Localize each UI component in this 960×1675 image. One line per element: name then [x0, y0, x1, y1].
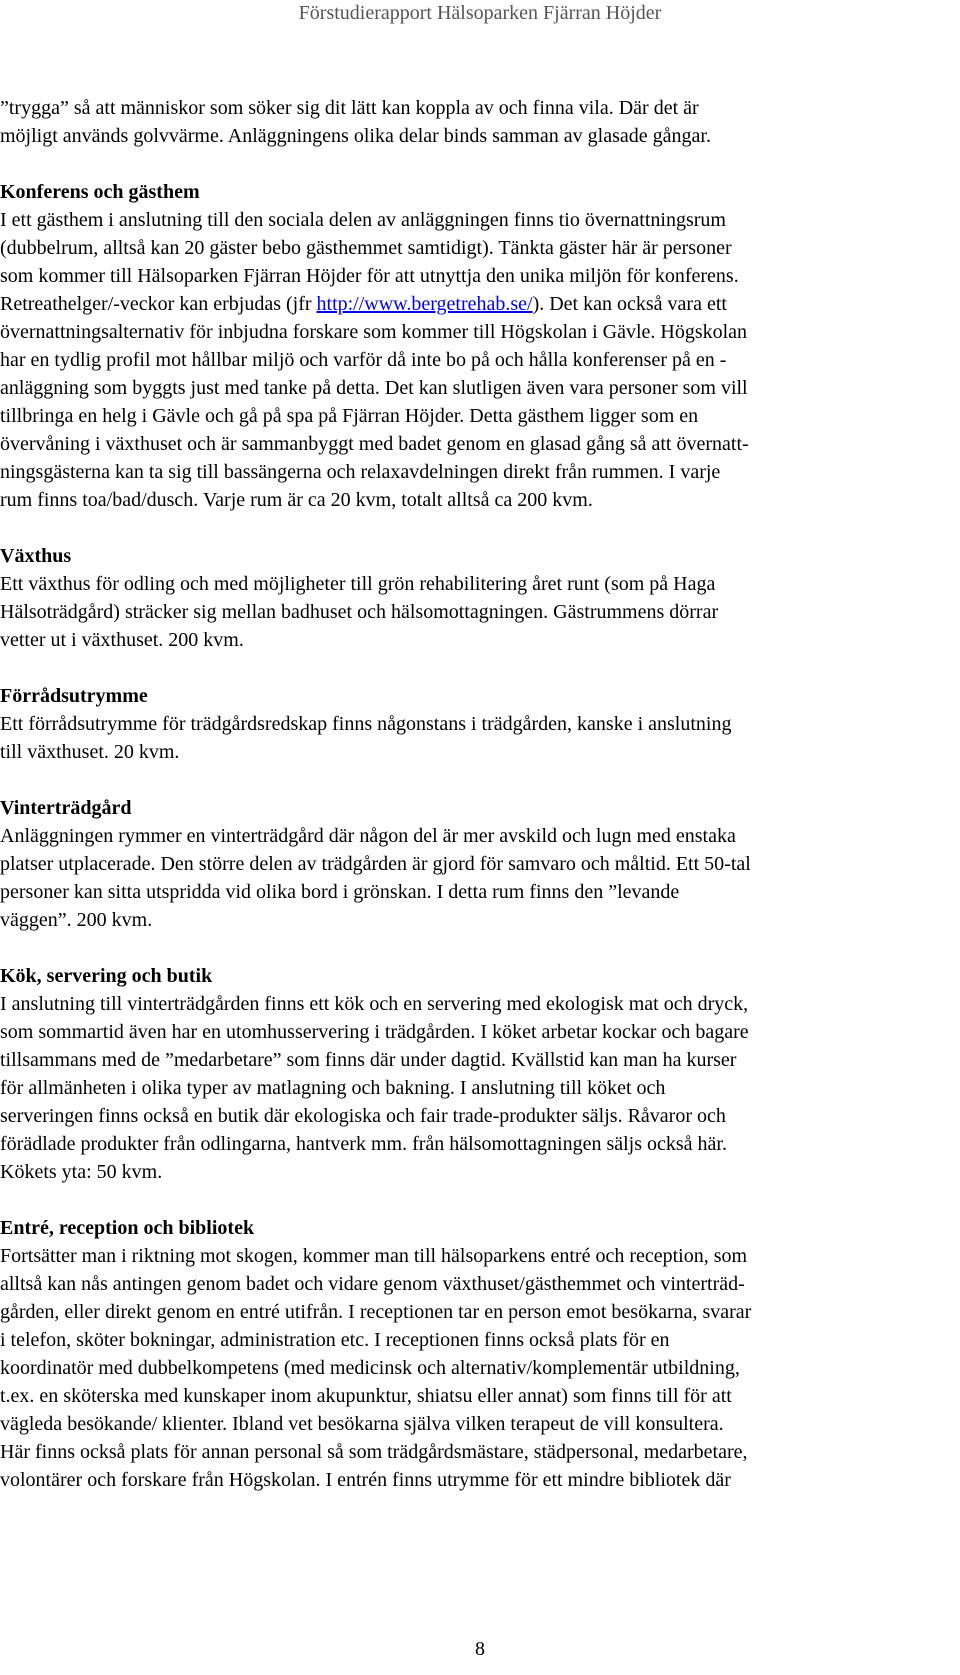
section-heading: Konferens och gästhem — [0, 181, 200, 203]
text-line: t.ex. en sköterska med kunskaper inom akupunktur, shiatsu eller annat) som finns till för att — [0, 1385, 732, 1407]
text-line: gården, eller direkt genom en entré utifrån. I receptionen tar en person emot besökarna, svarar — [0, 1301, 752, 1323]
text-line: I ett gästhem i anslutning till den sociala delen av anläggningen finns tio övernattningsrum — [0, 209, 726, 231]
text-line: Ett förrådsutrymme för trädgårdsredskap finns någonstans i trädgården, kanske i anslutning — [0, 713, 732, 735]
document-title: Förstudierapport Hälsoparken Fjärran Höjder — [298, 2, 662, 24]
section-heading: Växthus — [0, 545, 72, 567]
text-line: ”trygga” så att människor som söker sig dit lätt kan koppla av och finna vila. Där det är — [0, 97, 699, 119]
text-line: Hälsoträdgård) sträcker sig mellan badhuset och hälsomottagningen. Gästrummens dörrar — [0, 601, 719, 623]
section-heading: Kök, servering och butik — [0, 965, 213, 987]
section-kok — [0, 962, 950, 1186]
text-line: har en tydlig profil mot hållbar miljö och varför då inte bo på och hålla konferenser på en - — [0, 349, 727, 371]
text-line: alltså kan nås antingen genom badet och vidare genom växthuset/gästhemmet och vinterträd- — [0, 1273, 745, 1295]
text-line: övernattningsalternativ för inbjudna forskare som kommer till Högskolan i Gävle. Högskolan — [0, 321, 748, 343]
text-line: vägleda besökande/ klienter. Ibland vet besökarna själva vilken terapeut de vill konsultera. — [0, 1413, 724, 1435]
section-vintertradgard — [0, 794, 950, 934]
text-line: vetter ut i växthuset. 200 kvm. — [0, 629, 244, 651]
text-line-with-link — [0, 290, 950, 318]
section-heading: Förrådsutrymme — [0, 685, 148, 707]
bergetrehab-link[interactable]: http://www.bergetrehab.se/ — [316, 293, 533, 315]
section-heading: Vinterträdgård — [0, 797, 132, 819]
text-line: till växthuset. 20 kvm. — [0, 741, 180, 763]
text-line: som kommer till Hälsoparken Fjärran Höjder för att utnyttja den unika miljön för konferens. — [0, 265, 739, 287]
text-line: Här finns också plats för annan personal så som trädgårdsmästare, städpersonal, medarbetare, — [0, 1441, 748, 1463]
text-line: för allmänheten i olika typer av matlagning och bakning. I anslutning till köket och — [0, 1077, 666, 1099]
page-header — [0, 0, 960, 30]
text-line: (dubbelrum, alltså kan 20 gäster bebo gästhemmet samtidigt). Tänkta gäster här är personer — [0, 237, 732, 259]
text-line: Ett växthus för odling och med möjligheter till grön rehabilitering året runt (som på Haga — [0, 573, 716, 595]
page-number: 8 — [475, 1638, 485, 1660]
text-line: förädlade produkter från odlingarna, hantverk mm. från hälsomottagningen säljs också här. — [0, 1133, 727, 1155]
intro-paragraph — [0, 94, 950, 150]
text-fragment: Retreathelger/-veckor kan erbjudas (jfr — [0, 293, 317, 315]
section-forrad — [0, 682, 950, 766]
text-line: möjligt används golvvärme. Anläggningens olika delar binds samman av glasade gångar. — [0, 125, 711, 147]
text-line: tillbringa en helg i Gävle och gå på spa på Fjärran Höjder. Detta gästhem ligger som en — [0, 405, 699, 427]
text-line: koordinatör med dubbelkompetens (med medicinsk och alternativ/komplementär utbildning, — [0, 1357, 740, 1379]
text-line: som sommartid även har en utomhusservering i trädgården. I köket arbetar kockar och bagare — [0, 1021, 749, 1043]
text-line: I anslutning till vinterträdgården finns ett kök och en servering med ekologisk mat och dryck, — [0, 993, 749, 1015]
section-vaxthus — [0, 542, 950, 654]
text-line: rum finns toa/bad/dusch. Varje rum är ca 20 kvm, totalt alltså ca 200 kvm. — [0, 489, 593, 511]
text-line: volontärer och forskare från Högskolan. I entrén finns utrymme för ett mindre bibliotek där — [0, 1469, 731, 1491]
text-line: övervåning i växthuset och är sammanbyggt med badet genom en glasad gång så att övernatt- — [0, 433, 749, 455]
text-line: Fortsätter man i riktning mot skogen, kommer man till hälsoparkens entré och reception, som — [0, 1245, 748, 1267]
text-line: personer kan sitta utspridda vid olika bord i grönskan. I detta rum finns den ”levande — [0, 881, 680, 903]
text-line: platser utplacerade. Den större delen av trädgården är gjord för samvaro och måltid. Ett 50-tal — [0, 853, 751, 875]
text-line: Kökets yta: 50 kvm. — [0, 1161, 163, 1183]
text-fragment: ). Det kan också vara ett — [532, 293, 727, 315]
text-line: anläggning som byggts just med tanke på detta. Det kan slutligen även vara personer som vill — [0, 377, 748, 399]
text-line: väggen”. 200 kvm. — [0, 909, 153, 931]
document-body — [0, 94, 950, 1494]
text-line: ningsgästerna kan ta sig till bassängerna och relaxavdelningen direkt från rummen. I varje — [0, 461, 721, 483]
section-entre — [0, 1214, 950, 1494]
text-line: Anläggningen rymmer en vinterträdgård där någon del är mer avskild och lugn med enstaka — [0, 825, 736, 847]
section-konferens — [0, 178, 950, 514]
text-line: serveringen finns också en butik där ekologiska och fair trade-produkter säljs. Råvaror och — [0, 1105, 726, 1127]
text-line: i telefon, sköter bokningar, administration etc. I receptionen finns också plats för en — [0, 1329, 670, 1351]
text-line: tillsammans med de ”medarbetare” som finns där under dagtid. Kvällstid kan man ha kurser — [0, 1049, 737, 1071]
section-heading: Entré, reception och bibliotek — [0, 1217, 255, 1239]
